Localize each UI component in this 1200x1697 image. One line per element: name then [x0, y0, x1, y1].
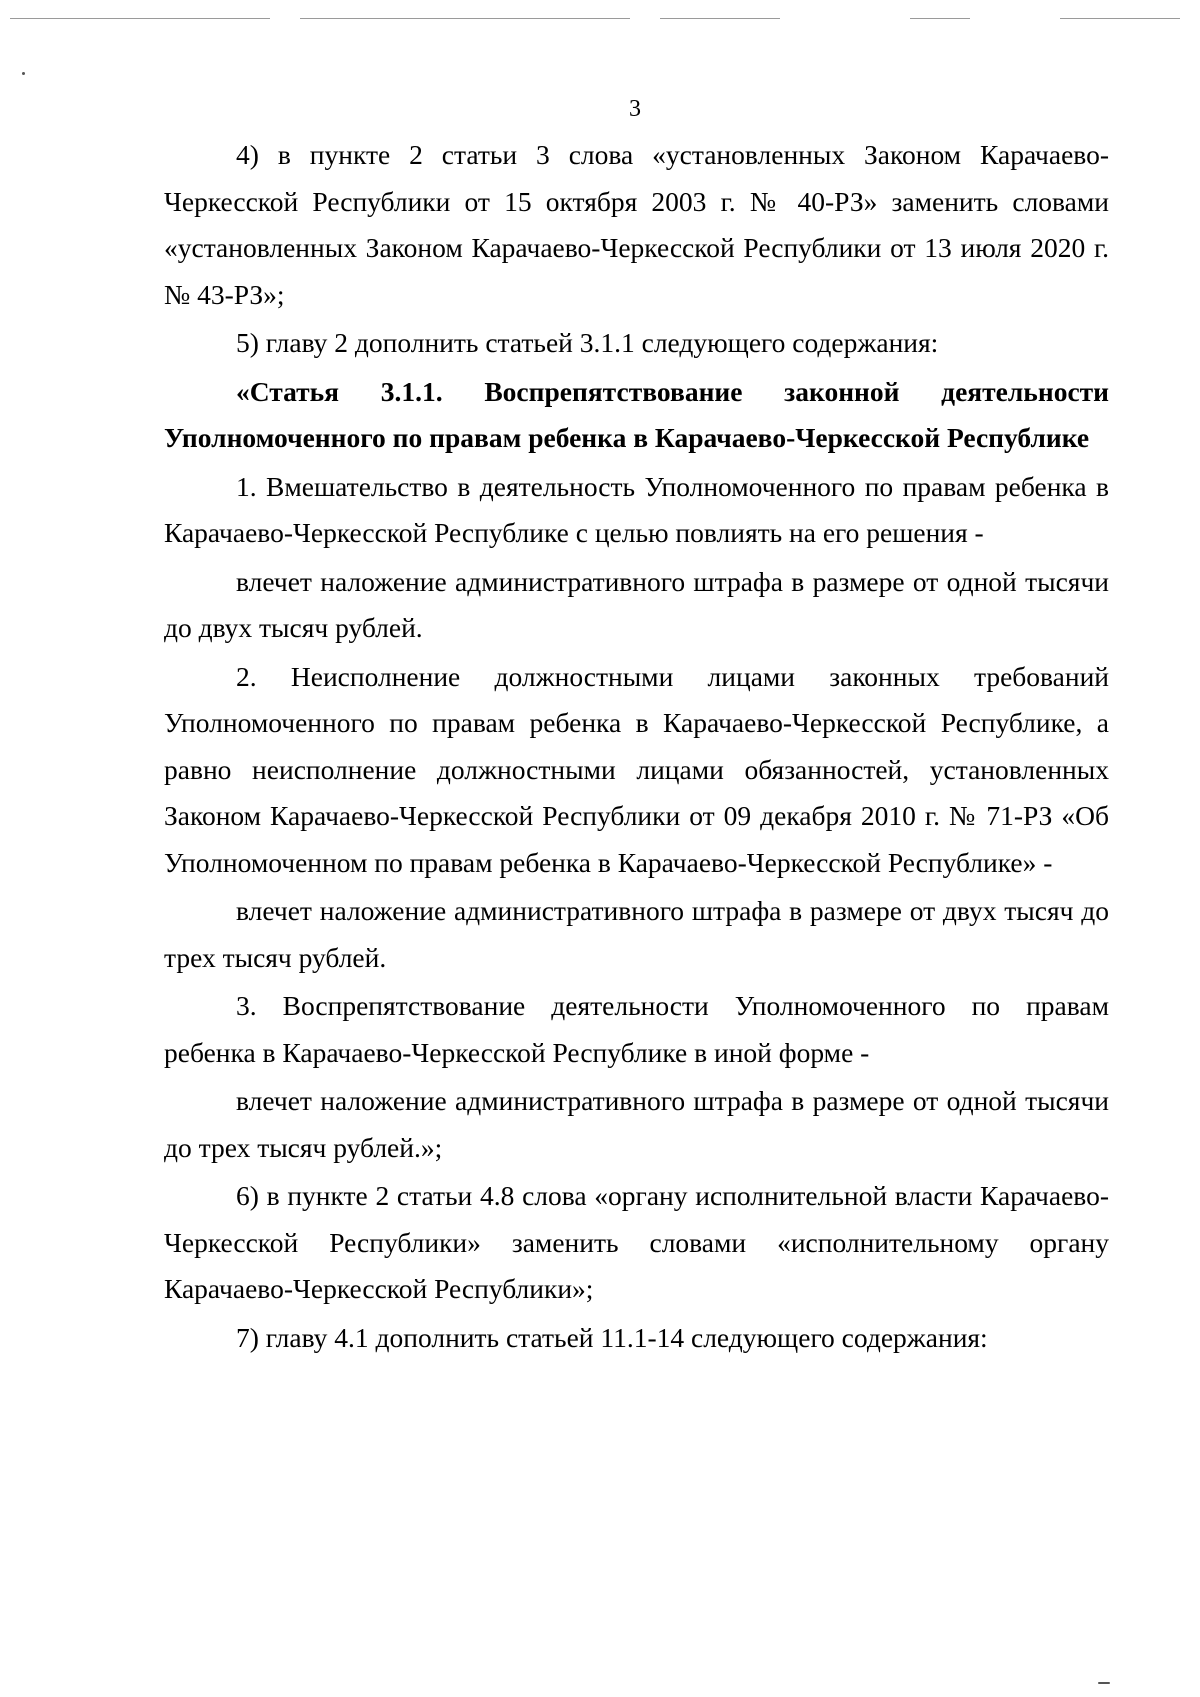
article-part-2-penalty: влечет наложение административного штрафа в размере от двух тысяч до трех тысяч рублей. [164, 895, 1109, 973]
amendment-item-4: 4) в пункте 2 статьи 3 слова «установленных Законом Карачаево-Черкесской Республики от 15 октября 2003 г. № 40-РЗ» заменить словами «установленных Законом Карачаево-Черкесской Республики от 13 июля 2020 г. № 43-РЗ»; [164, 139, 1109, 310]
article-part-1-penalty: влечет наложение административного штрафа в размере от одной тысячи до двух тысяч рублей. [164, 565, 1109, 643]
article-part-1: 1. Вмешательство в деятельность Уполномоченного по правам ребенка в Карачаево-Черкесской Республике с целью повлиять на его решения - [164, 470, 1109, 548]
amendment-item-6: 6) в пункте 2 статьи 4.8 слова «органу исполнительной власти Карачаево-Черкесской Республики» заменить словами «исполнительному органу Карачаево-Черкесской Республики»; [164, 1180, 1109, 1304]
article-part-3: 3. Воспрепятствование деятельности Уполномоченного по правам ребенка в Карачаево-Черкесской Республике в иной форме - [164, 990, 1109, 1068]
scan-artifact-line [10, 18, 270, 19]
scan-speck [1098, 1682, 1110, 1684]
scan-artifact-line [300, 18, 630, 19]
amendment-item-7: 7) главу 4.1 дополнить статьей 11.1-14 следующего содержания: [236, 1321, 988, 1353]
scan-speck [22, 72, 25, 75]
scan-artifact-line [1060, 18, 1180, 19]
article-title: «Статья 3.1.1. Воспрепятствование законной деятельности Уполномоченного по правам ребенка в Карачаево-Черкесской Республике [164, 375, 1109, 453]
article-part-3-penalty: влечет наложение административного штрафа в размере от одной тысячи до трех тысяч рублей.»; [164, 1085, 1109, 1163]
scan-top-edge [0, 0, 1200, 22]
page-number: 3 [629, 96, 641, 122]
scan-artifact-line [660, 18, 780, 19]
document-body [164, 132, 1109, 1363]
scan-artifact-line [910, 18, 970, 19]
article-part-2: 2. Неисполнение должностными лицами законных требований Уполномоченного по правам ребенка в Карачаево-Черкесской Республике, а равно неисполнение должностными лицами обязанностей, установленных Законом Карачаево-Черкесской Республики от 09 декабря 2010 г. № 71-РЗ «Об Уполномоченном по правам ребенка в Карачаево-Черкесской Республике» - [164, 660, 1109, 878]
amendment-item-5: 5) главу 2 дополнить статьей 3.1.1 следующего содержания: [236, 327, 939, 358]
